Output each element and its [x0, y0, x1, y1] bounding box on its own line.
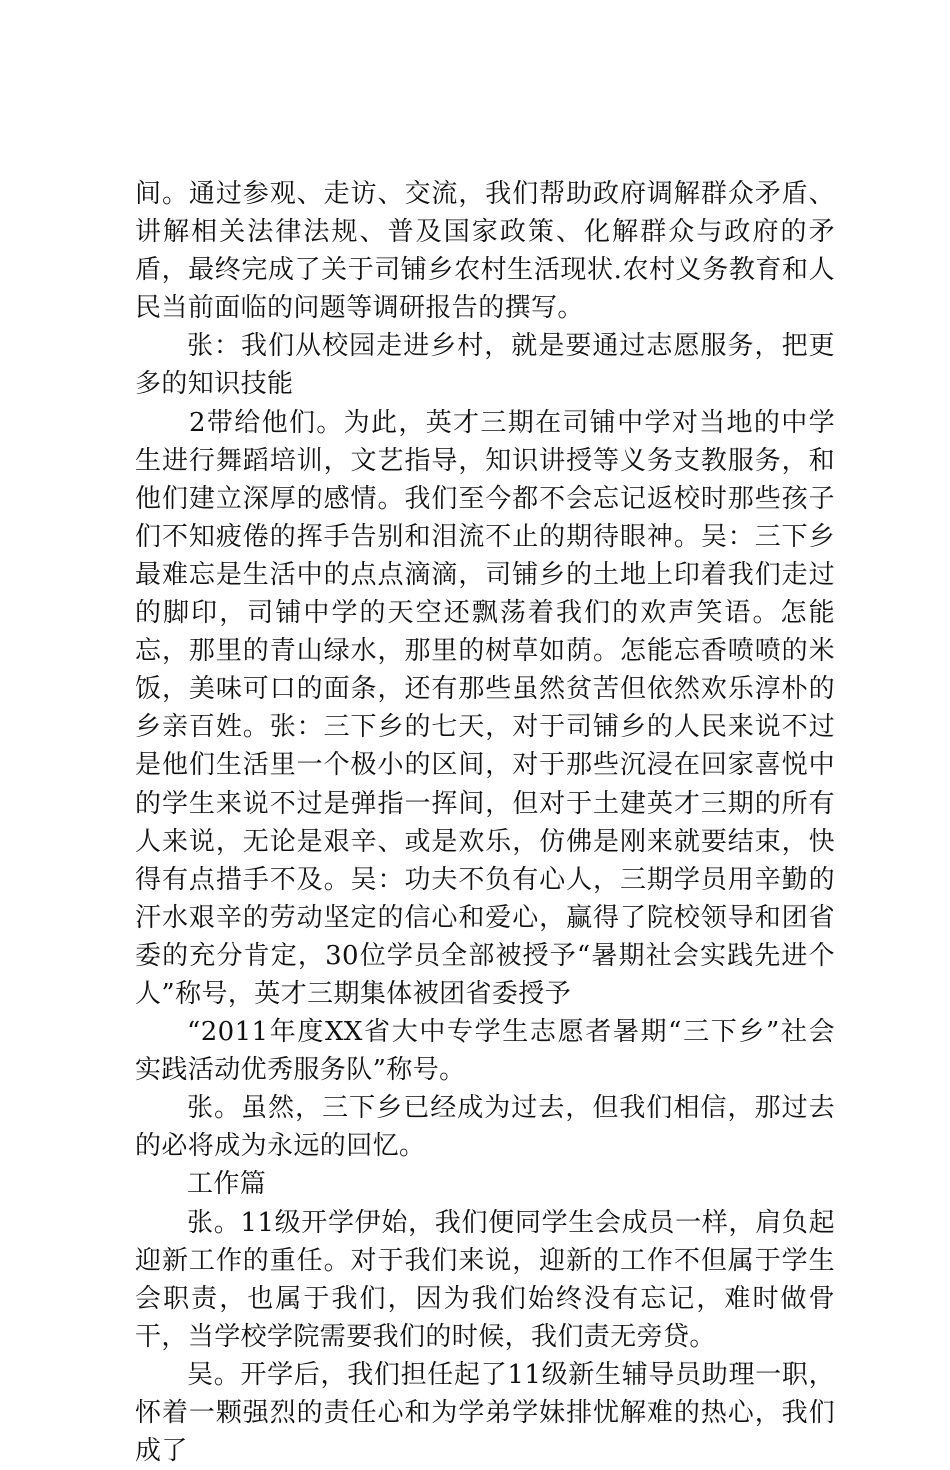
paragraph-2: 张：我们从校园走进乡村，就是要通过志愿服务，把更多的知识技能 [135, 331, 835, 400]
paragraph-1: 间。通过参观、走访、交流，我们帮助政府调解群众矛盾、讲解相关法律法规、普及国家政策、化解群众与政府的矛盾，最终完成了关于司铺乡农村生活现状.农村义务教育和人民当前面临的问题等调研报告的撰写。 [135, 179, 835, 324]
paragraph-7: 吴。开学后，我们担任起了11级新生辅导员助理一职，怀着一颗强烈的责任心和为学弟学妹排忧解难的热心，我们成了 [135, 1359, 835, 1467]
section-heading: 工作篇 [187, 1169, 267, 1200]
paragraph-6: 张。11级开学伊始，我们便同学生会成员一样，肩负起迎新工作的重任。对于我们来说，迎新的工作不但属于学生会职责，也属于我们，因为我们始终没有忘记，难时做骨干，当学校学院需要我们的时候，我们责无旁贷。 [135, 1207, 835, 1352]
paragraph-4: “2011年度XX省大中专学生志愿者暑期“三下乡”社会实践活动优秀服务队”称号。 [135, 1017, 835, 1086]
document-page [135, 175, 835, 1470]
paragraph-5: 张。虽然，三下乡已经成为过去，但我们相信，那过去的必将成为永远的回忆。 [135, 1093, 835, 1162]
paragraph-3: 2带给他们。为此，英才三期在司铺中学对当地的中学生进行舞蹈培训，文艺指导，知识讲授等义务支教服务，和他们建立深厚的感情。我们至今都不会忘记返校时那些孩子们不知疲倦的挥手告别和泪流不止的期待眼神。吴：三下乡最难忘是生活中的点点滴滴，司铺乡的土地上印着我们走过的脚印，司铺中学的天空还飘荡着我们的欢声笑语。怎能忘，那里的青山绿水，那里的树草如荫。怎能忘香喷喷的米饭，美味可口的面条，还有那些虽然贫苦但依然欢乐淳朴的乡亲百姓。张：三下乡的七天，对于司铺乡的人民来说不过是他们生活里一个极小的区间，对于那些沉浸在回家喜悦中的学生来说不过是弹指一挥间，但对于土建英才三期的所有人来说，无论是艰辛、或是欢乐，仿佛是刚来就要结束，快得有点措手不及。吴：功夫不负有心人，三期学员用辛勤的汗水艰辛的劳动坚定的信心和爱心，赢得了院校领导和团省委的充分肯定，30位学员全部被授予“暑期社会实践先进个人”称号，英才三期集体被团省委授予 [135, 407, 835, 1009]
